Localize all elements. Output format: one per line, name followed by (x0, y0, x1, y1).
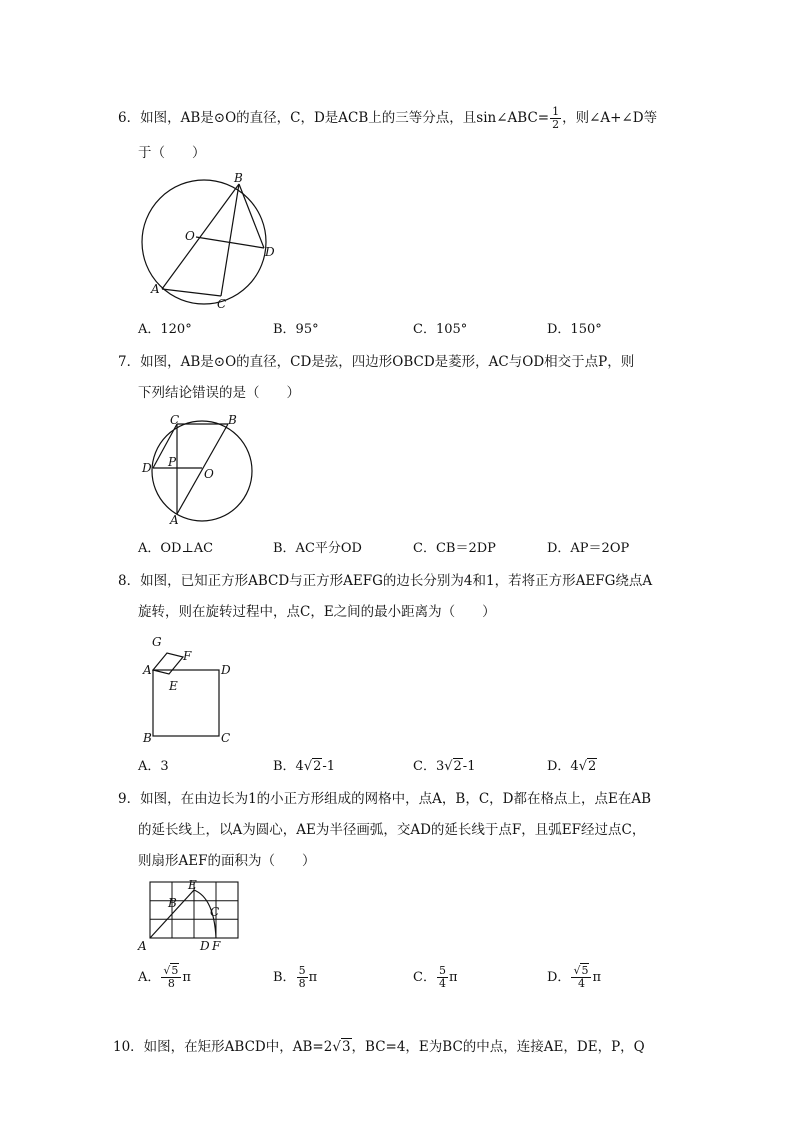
q8-option-d-rad: 2 (588, 759, 597, 774)
q7-stem-line2: 下列结论错误的是（ ） (138, 385, 300, 401)
q8-option-d[interactable]: D．4√2 (547, 759, 597, 774)
q6-label-c: C (217, 297, 227, 311)
q6-stem-line2: 于（ ） (138, 145, 206, 161)
q6-fraction (550, 106, 561, 131)
q6-frac-num: 1 (552, 105, 560, 118)
q9-option-b-pi: π (308, 970, 318, 985)
q6-chord-bc (221, 184, 239, 296)
q9-option-a-frac: $\frac{√5}{8}$ (161, 965, 181, 990)
q8-option-c-pre: C．3 (413, 759, 445, 774)
q8-label-c: C (221, 731, 231, 745)
q8-option-c[interactable]: C．3√2-1 (413, 759, 476, 774)
q9-option-d-num: 5 (581, 964, 589, 977)
q8-option-c-post: -1 (462, 759, 476, 774)
q9-option-c-frac (437, 965, 448, 990)
q9-option-d-pi: π (592, 970, 601, 985)
q8-stem-line2: 旋转，则在旋转过程中，点C，E之间的最小距离为（ ） (138, 604, 496, 620)
q6-label-b: B (234, 171, 243, 185)
q9-label-e: E (188, 878, 197, 892)
q8-option-b[interactable]: B．4√2-1 (273, 759, 336, 774)
q8-figure (138, 632, 248, 747)
q9-option-c-den: 4 (438, 977, 446, 990)
q7-label-o: O (204, 467, 214, 481)
q9-option-b[interactable] (273, 965, 317, 990)
q9-option-b-den: 8 (298, 977, 306, 990)
q7-option-d[interactable]: D．AP＝2OP (547, 541, 630, 556)
q9-label-f: F (212, 939, 221, 953)
q6-figure (135, 170, 285, 315)
q8-square-abcd (153, 670, 219, 736)
q9-option-b-label: B． (273, 970, 296, 985)
q7-label-a: A (170, 513, 179, 527)
q9-label-b: B (168, 896, 177, 910)
q9-option-b-frac (297, 965, 308, 990)
q6-label-o: O (185, 229, 195, 243)
q9-label-d: D (200, 939, 210, 953)
q6-text-after: ，则∠A+∠D等 (562, 110, 658, 126)
q7-label-p: P (168, 455, 177, 469)
q9-option-a[interactable] (138, 965, 191, 990)
q7-label-c: C (170, 413, 180, 427)
q6-stem (118, 106, 657, 131)
q8-label-a: A (143, 663, 152, 677)
q10-text-pre: 10．如图，在矩形ABCD中，AB=2 (113, 1039, 333, 1055)
q10-text-post: ，BC=4，E为BC的中点，连接AE，DE，P，Q (351, 1039, 645, 1055)
q9-option-a-num: 5 (171, 964, 179, 977)
q8-option-a[interactable]: A．3 (138, 759, 169, 774)
q9-option-a-label: A． (138, 970, 161, 985)
q8-label-f: F (183, 649, 192, 663)
q9-stem: 9．如图，在由边长为1的小正方形组成的网格中，点A，B，C，D都在格点上，点E在AB (118, 791, 652, 807)
q7-figure (138, 410, 258, 530)
q8-option-b-post: -1 (322, 759, 336, 774)
q7-option-b[interactable]: B．AC平分OD (273, 541, 362, 556)
q7-diameter-ab (177, 424, 228, 514)
q9-option-b-num: 5 (298, 964, 306, 977)
q6-text: 6．如图，AB是⊙O的直径，C，D是ACB上的三等分点，且sin∠ABC= (118, 110, 550, 126)
q7-label-b: B (228, 413, 237, 427)
q9-stem-line2: 的延长线上，以A为圆心，AE为半径画弧，交AD的延长线于点F，且弧EF经过点C， (138, 822, 646, 838)
q6-option-c[interactable]: C．105° (413, 322, 468, 337)
q10-stem: 10．如图，在矩形ABCD中，AB=2√3，BC=4，E为BC的中点，连接AE，DE，P，Q (113, 1039, 645, 1055)
q9-label-c: C (210, 905, 220, 919)
q8-label-g: G (152, 635, 162, 649)
q8-option-d-pre: D．4 (547, 759, 579, 774)
q8-label-b: B (143, 731, 152, 745)
q6-label-a: A (151, 282, 160, 296)
q6-option-b[interactable]: B．95° (273, 322, 319, 337)
q7-label-d: D (142, 461, 152, 475)
q8-square-aefg (153, 653, 183, 674)
q9-option-d-den: 4 (577, 977, 585, 990)
q9-option-c[interactable] (413, 965, 458, 990)
q7-stem: 7．如图，AB是⊙O的直径，CD是弦，四边形OBCD是菱形，AC与OD相交于点P，则 (118, 354, 635, 370)
q6-circle (142, 180, 266, 304)
q9-option-d-frac: $\frac{√5}{4}$ (571, 965, 591, 990)
q6-option-d[interactable]: D．150° (547, 322, 602, 337)
q9-option-c-num: 5 (438, 964, 446, 977)
q9-option-d-label: D． (547, 970, 571, 985)
q6-option-a[interactable]: A．120° (138, 322, 192, 337)
q9-label-a: A (138, 939, 147, 953)
q10-rad: 3 (341, 1039, 351, 1055)
q9-figure (138, 878, 248, 958)
q9-option-a-pi: π (182, 970, 191, 985)
q6-frac-den: 2 (552, 118, 560, 131)
q9-option-c-label: C． (413, 970, 436, 985)
q8-label-e: E (169, 679, 178, 693)
q9-option-d[interactable] (547, 965, 601, 990)
q6-label-d: D (265, 245, 275, 259)
q9-option-c-pi: π (448, 970, 458, 985)
q9-option-a-den: 8 (167, 977, 175, 990)
q8-option-b-pre: B．4 (273, 759, 304, 774)
q7-option-a[interactable]: A．OD⊥AC (138, 541, 214, 556)
q8-stem: 8．如图，已知正方形ABCD与正方形AEFG的边长分别为4和1，若将正方形AEFG绕点A (118, 573, 653, 589)
q8-label-d: D (221, 663, 231, 677)
q7-option-c[interactable]: C．CB＝2DP (413, 541, 496, 556)
q6-diameter-ab (162, 184, 239, 289)
q8-option-c-rad: 2 (453, 759, 462, 774)
q9-stem-line3: 则扇形AEF的面积为（ ） (138, 853, 316, 869)
q8-option-b-rad: 2 (313, 759, 322, 774)
